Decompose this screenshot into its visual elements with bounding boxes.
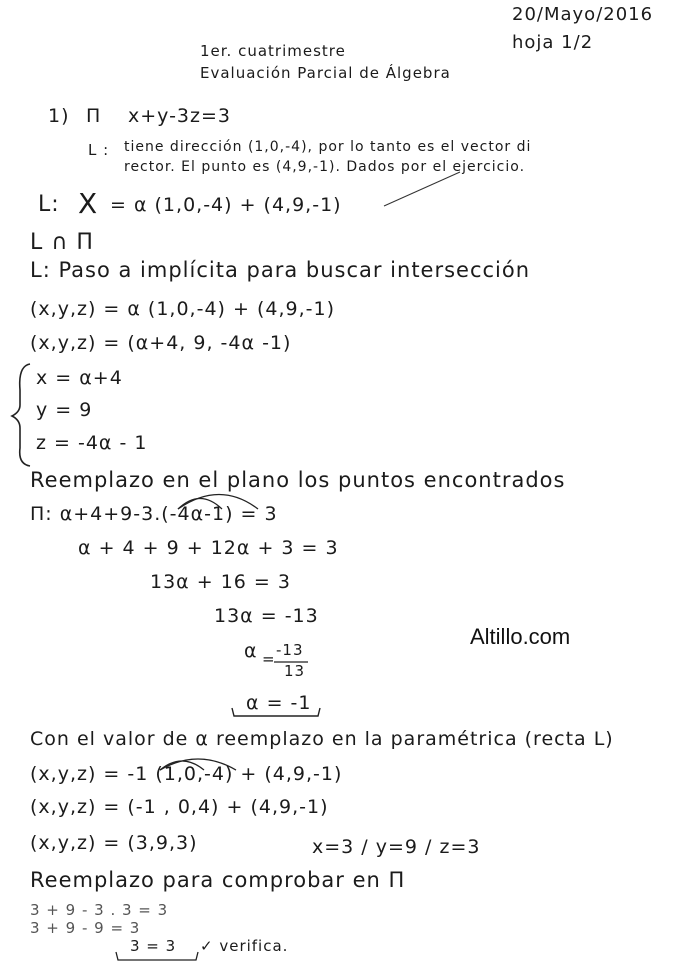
system-y: y = 9 [36,399,93,421]
evaluation-2: (x,y,z) = (-1 , 0,4) + (4,9,-1) [30,796,329,818]
result-bracket [232,708,320,716]
eval-arc-1 [160,761,204,770]
course-term: 1er. cuatrimestre [200,42,346,60]
line-eq-label: L: [38,192,60,217]
system-x: x = α+4 [36,367,123,389]
value-title: Con el valor de α reemplazo en la paramétrica (recta L) [30,728,614,750]
check-title: Reemplazo para comprobar en Π [30,868,406,892]
system-z: z = -4α - 1 [36,432,148,454]
alpha-result: α = -1 [246,692,312,714]
evaluation-3: (x,y,z) = (3,9,3) [30,832,198,854]
line-symbol: L : [88,141,110,159]
sheet-number: hoja 1/2 [512,32,594,53]
line-parametric-equation: = α (1,0,-4) + (4,9,-1) [110,194,342,216]
point-summary: x=3 / y=9 / z=3 [312,836,481,858]
plane-symbol: Π [86,105,102,127]
plane-equation: x+y-3z=3 [128,105,231,127]
substitution-5-alpha: α [244,640,258,662]
check-1: 3 + 9 - 3 . 3 = 3 [30,901,169,919]
substitution-5-equals: = [262,650,276,668]
intersection-label: L ∩ Π [30,230,94,255]
verify-bracket [116,952,198,960]
checkmark-stroke [384,172,460,206]
fraction-denominator: 13 [284,662,306,680]
line-description-2: rector. El punto es (4,9,-1). Dados por el ejercicio. [124,159,526,175]
problem-number: 1) [48,105,70,127]
system-brace [12,364,30,466]
distribution-arc-1 [178,499,222,510]
parametric-step-1: (x,y,z) = α (1,0,-4) + (4,9,-1) [30,298,335,320]
distribution-arc-2 [178,495,258,510]
eval-arc-2 [160,759,236,770]
substitution-4: 13α = -13 [214,605,319,627]
replace-title: Reemplazo en el plano los puntos encontrados [30,468,566,492]
step-title: L: Paso a implícita para buscar intersección [30,258,531,282]
check-2: 3 + 9 - 9 = 3 [30,919,141,937]
substitution-1: Π: α+4+9-3.(-4α-1) = 3 [30,503,278,525]
check-verdict: ✓ verifica. [200,937,289,955]
line-eq-vector-X: X [78,187,99,220]
check-3: 3 = 3 [130,937,177,955]
evaluation-1: (x,y,z) = -1 (1,0,-4) + (4,9,-1) [30,763,343,785]
exam-title: Evaluación Parcial de Álgebra [200,64,451,82]
date-text: 20/Mayo/2016 [512,4,654,25]
substitution-2: α + 4 + 9 + 12α + 3 = 3 [78,537,339,559]
substitution-3: 13α + 16 = 3 [150,571,291,593]
watermark: Altillo.com [470,624,571,649]
parametric-step-2: (x,y,z) = (α+4, 9, -4α -1) [30,332,292,354]
fraction-numerator: -13 [276,641,304,659]
line-description-1: tiene dirección (1,0,-4), por lo tanto es el vector di [124,139,532,155]
